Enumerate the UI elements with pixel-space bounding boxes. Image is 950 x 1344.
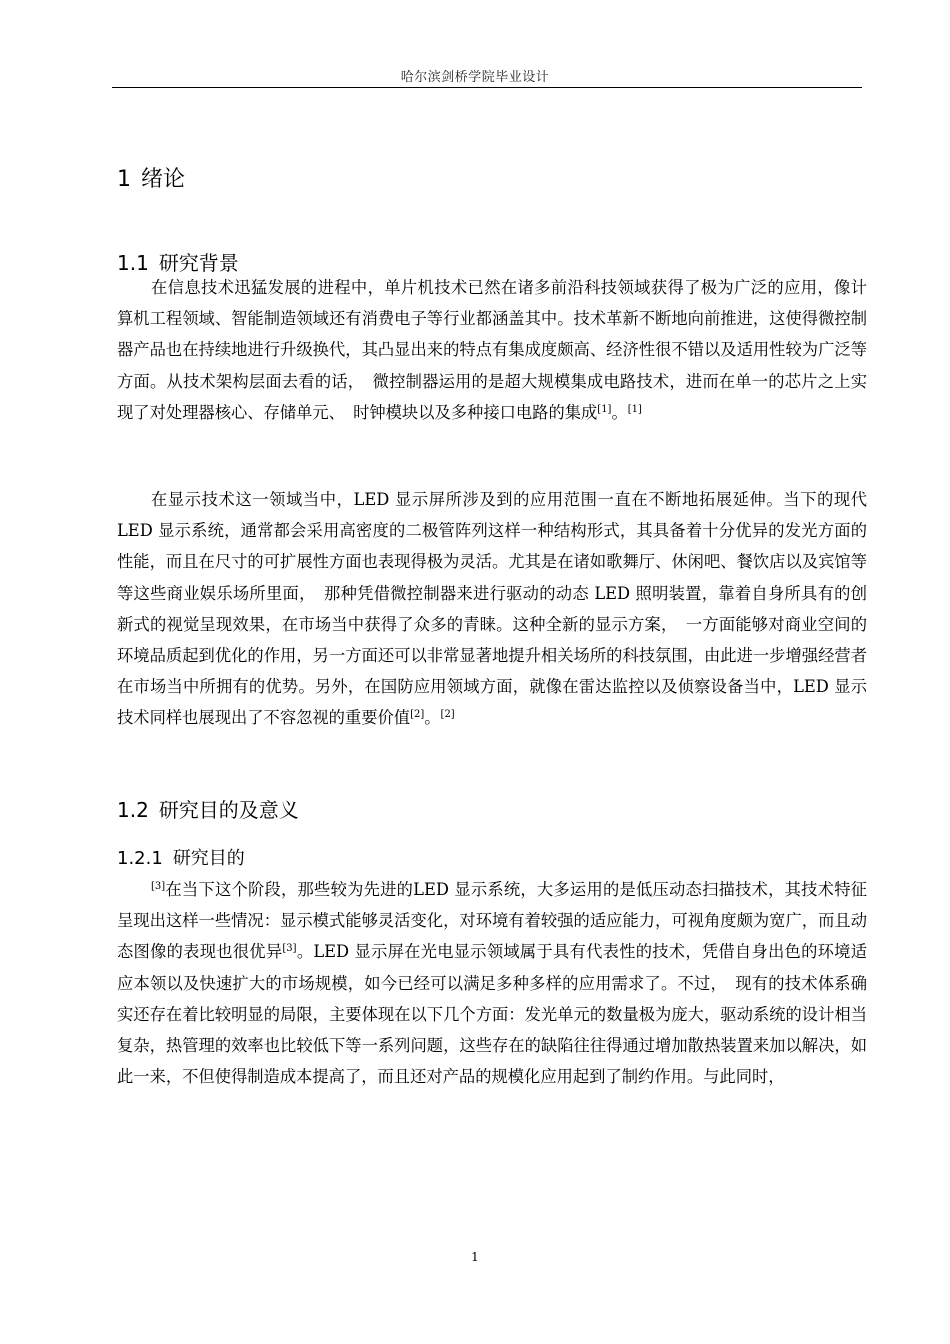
section-title: 研究目的及意义 [158,798,299,822]
chapter-number: 1 [117,167,131,192]
section-heading-1-2 [117,794,299,823]
citation: [3] [151,881,166,892]
citation: [1] [627,403,642,415]
citation: [1] [597,403,612,415]
paragraph-purpose-1 [117,874,867,1092]
section-title: 研究背景 [158,251,239,275]
citation: [2] [440,709,455,721]
subsection-heading-1-2-1 [117,844,245,870]
subsection-number: 1.2.1 [117,848,163,869]
paragraph-text: 在显示技术这一领域当中，LED 显示屏所涉及到的应用范围一直在不断地拓展延伸。当下的现代 LED 显示系统，通常都会采用高密度的二极管阵列这样一种结构形式，其具备着十分优异的发光方面的性能，而且在尺寸的可扩展性方面也表现得极为灵活。尤其是在诸如歌舞厅、休闲吧、餐饮店以及宾馆等等这些商业娱乐场所里面， 那种凭借微控制器来进行驱动的动态 LED 照明装置，靠着自身所具有的创新式的视觉呈现效果，在市场当中获得了众多的青睐。这种全新的显示方案， 一方面能够对商业空间的环境品质起到优化的作用，另一方面还可以非常显著地提升相关场所的科技氛围，由此进一步增强经营者在市场当中所拥有的优势。另外，在国防应用领域方面，就像在雷达监控以及侦察设备当中，LED 显示技术同样也展现出了不容忽视的重要价值 [117,490,867,728]
page-number: 1 [471,1250,479,1264]
paragraph-background-2 [117,484,867,734]
citation: [3] [282,943,297,955]
paragraph-background-1 [117,272,867,428]
section-number: 1.1 [117,251,149,275]
paragraph-text: 在当下这个阶段，那些较为先进的LED 显示系统，大多运用的是低压动态扫描技术，其技术特征呈现出这样一些情况：显示模式能够灵活变化，对环境有着较强的适应能力，可视角度颇为宽广，而且动态图像的表现也很优异 [117,880,867,962]
punctuation: 。 [611,402,628,422]
citation: [2] [410,709,425,721]
paragraph-text: 在信息技术迅猛发展的进程中，单片机技术已然在诸多前沿科技领域获得了极为广泛的应用，像计算机工程领域、智能制造领域还有消费电子等行业都涵盖其中。技术革新不断地向前推进，这使得微控制器产品也在持续地进行升级换代，其凸显出来的特点有集成度颇高、经济性很不错以及适用性较为广泛等方面。从技术架构层面去看的话， 微控制器运用的是超大规模集成电路技术，进而在单一的芯片之上实现了对处理器核心、存储单元、 时钟模块以及多种接口电路的集成 [117,278,867,422]
subsection-title: 研究目的 [172,848,245,869]
section-number: 1.2 [117,798,149,822]
chapter-heading [117,162,185,193]
chapter-title: 绪论 [141,167,186,192]
running-header: 哈尔滨剑桥学院毕业设计 [400,70,550,85]
paragraph-text: 。LED 显示屏在光电显示领域属于具有代表性的技术，凭借自身出色的环境适应本领以及快速扩大的市场规模，如今已经可以满足多种多样的应用需求了。不过， 现有的技术体系确实还存在着比较明显的局限，主要体现在以下几个方面：发光单元的数量极为庞大，驱动系统的设计相当复杂，热管理的效率也比较低下等一系列问题，这些存在的缺陷往往得通过增加散热装置来加以解决，如此一来，不但使得制造成本提高了，而且还对产品的规模化应用起到了制约作用。与此同时， [117,942,867,1087]
punctuation: 。 [424,708,441,728]
header-divider [112,87,862,88]
